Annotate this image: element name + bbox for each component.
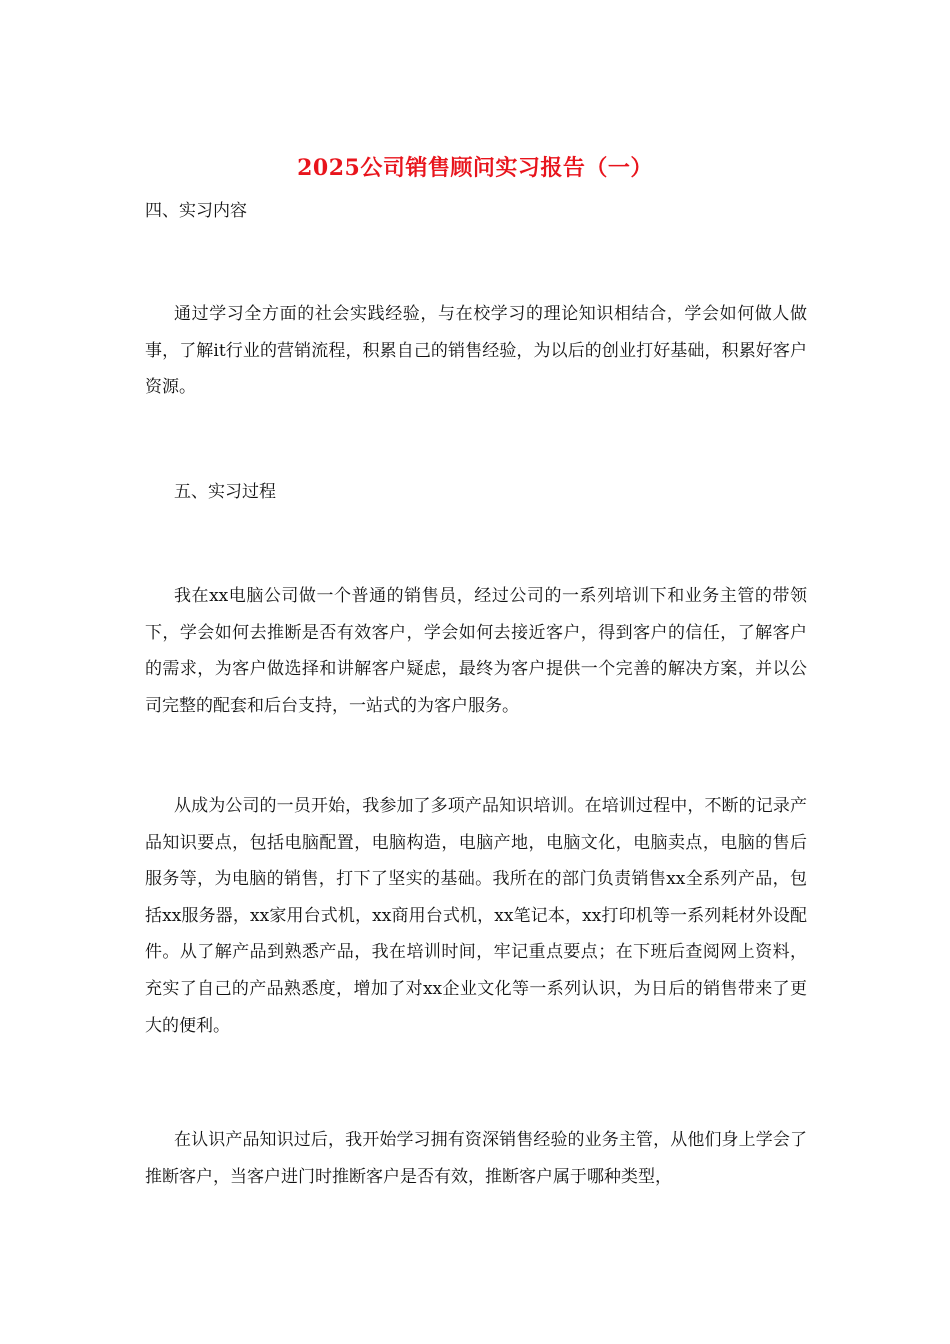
paragraph-learning-from-supervisors: 在认识产品知识过后，我开始学习拥有资深销售经验的业务主管，从他们身上学会了推断客户，当客户进门时推断客户是否有效，推断客户属于哪种类型， — [145, 1130, 807, 1187]
section-heading-internship-content: 四、实习内容 — [145, 201, 247, 221]
section-heading-internship-process: 五、实习过程 — [174, 482, 276, 502]
paragraph-sales-role: 我在xx电脑公司做一个普通的销售员，经过公司的一系列培训下和业务主管的带领下，学会如何去推断是否有效客户，学会如何去接近客户，得到客户的信任，了解客户的需求，为客户做选择和讲解客户疑虑，最终为客户提供一个完善的解决方案，并以公司完整的配套和后台支持，一站式的为客户服务。 — [145, 586, 807, 716]
paragraph-product-training: 从成为公司的一员开始，我参加了多项产品知识培训。在培训过程中，不断的记录产品知识要点，包括电脑配置，电脑构造，电脑产地，电脑文化，电脑卖点，电脑的售后服务等，为电脑的销售，打下了坚实的基础。我所在的部门负责销售xx全系列产品，包括xx服务器，xx家用台式机，xx商用台式机，xx笔记本，xx打印机等一系列耗材外设配件。从了解产品到熟悉产品，我在培训时间，牢记重点要点；在下班后查阅网上资料，充实了自己的产品熟悉度，增加了对xx企业文化等一系列认识，为日后的销售带来了更大的便利。 — [145, 796, 807, 1036]
paragraph-internship-content: 通过学习全方面的社会实践经验，与在校学习的理论知识相结合，学会如何做人做事，了解it行业的营销流程，积累自己的销售经验，为以后的创业打好基础，积累好客户资源。 — [145, 304, 807, 398]
document-title: 2025公司销售顾问实习报告（一） — [297, 155, 653, 181]
